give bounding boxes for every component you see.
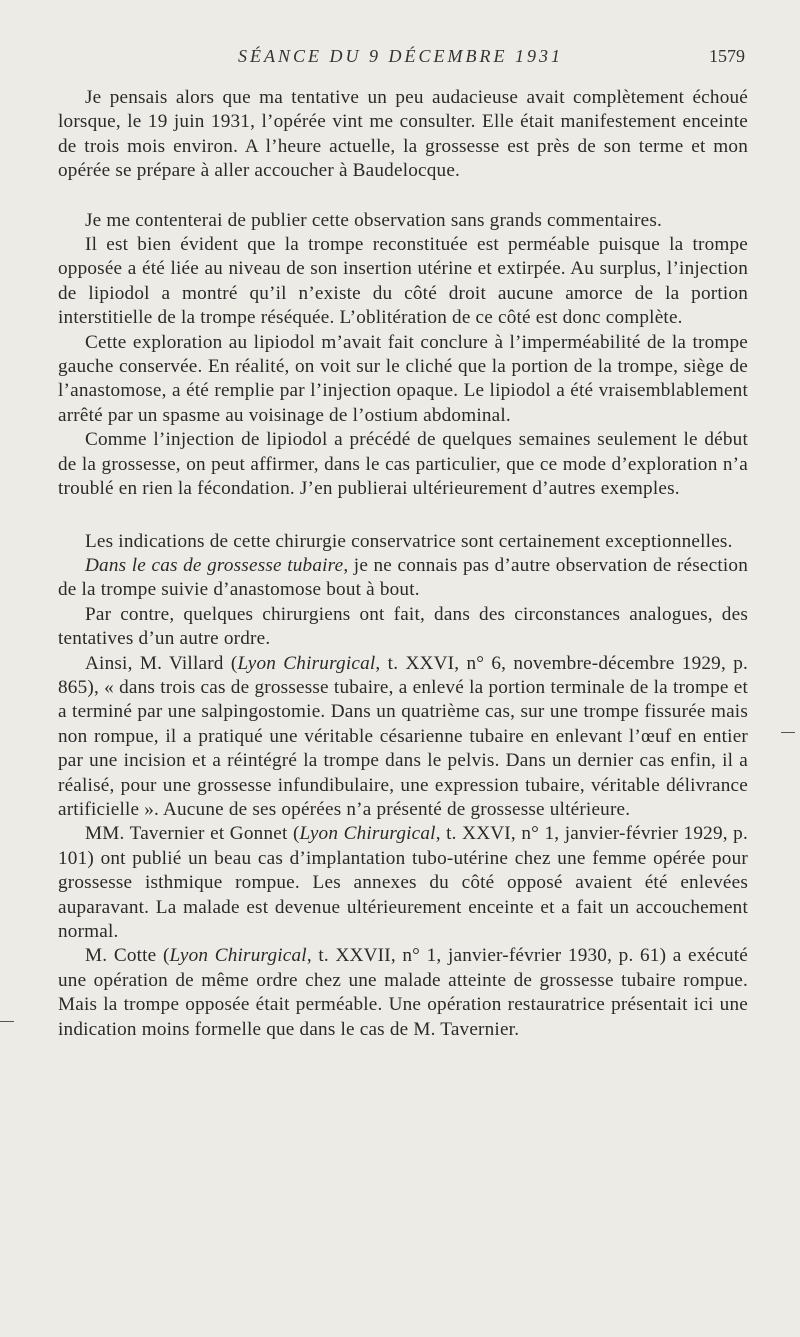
italic-run: Lyon Chirurgical — [299, 823, 436, 845]
text-run: , t. XXVI, n° 1, janvier-février 1929, p. 101) ont publié un beau cas d’implantation tubo-utérine chez une femme opérée pour grossesse isthmique rompue. Les annexes du côté opposé avaient été enlevées auparavant. La malade est devenue ultérieurement enceinte et a fait un accouchement normal. — [58, 823, 748, 942]
paragraph — [58, 822, 748, 944]
text-run: Comme l’injection de lipiodol a précédé de quelques semaines seulement le début de la grossesse, on peut affirmer, dans le cas particulier, que ce mode d’exploration n’a troublé en rien la fécondation. J’en publierai ultérieurement d’autres exemples. — [58, 429, 748, 500]
paragraph — [58, 944, 748, 1042]
paragraph — [58, 428, 748, 501]
text-run: Je me contenterai de publier cette observation sans grands commentaires. — [85, 209, 663, 231]
text-run: Les indications de cette chirurgie conservatrice sont certainement exceptionnelles. — [85, 530, 733, 552]
text-run: Ainsi, M. Villard ( — [85, 652, 238, 674]
running-title: SÉANCE DU 9 DÉCEMBRE 1931 — [238, 46, 563, 66]
paragraph — [58, 209, 748, 233]
italic-run: Lyon Chirurgical — [169, 945, 307, 967]
section-gap — [58, 502, 748, 530]
page-number: 1579 — [709, 46, 745, 66]
text-run: Cette exploration au lipiodol m’avait fait conclure à l’imperméabilité de la trompe gauche conservée. En réalité, on voit sur le cliché que la portion de la trompe, siège de l’anastomose, a été remplie par l’injection opaque. Le lipiodol a été vraisemblablement arrêté par un spasme au voisinage de l’ostium abdominal. — [58, 331, 748, 426]
body-text — [58, 86, 748, 1042]
text-run: Je pensais alors que ma tentative un peu audacieuse avait complètement échoué lorsque, le 19 juin 1931, l’opérée vint me consulter. Elle était manifestement enceinte de trois mois environ. A l’heure actuelle, la grossesse est près de son terme et mon opérée se prépare à aller accoucher à Baudelocque. — [58, 87, 748, 182]
paragraph — [58, 233, 748, 331]
italic-run: Lyon Chirurgical — [237, 652, 376, 674]
text-run: M. Cotte ( — [85, 945, 170, 967]
paragraph — [58, 603, 748, 652]
scan-mark — [781, 732, 795, 733]
text-run: , t. XXVI, n° 6, novembre-décembre 1929, p. 865), « dans trois cas de grossesse tubaire, a enlevé la portion terminale de la trompe et a terminé par une salpingostomie. Dans un quatrième cas, sur une trompe fissurée mais non rompue, il a pratiqué une véritable césarienne tubaire en enlevant l’œuf en entier par une incision et a réintégré la trompe dans le pelvis. Dans un dernier cas enfin, il a réalisé, pour une grossesse infundibulaire, une expression tubaire, véritable délivrance artificielle ». Aucune de ses opérées n’a présenté de grossesse ultérieure. — [58, 652, 748, 820]
paragraph — [58, 652, 748, 823]
text-run: Par contre, quelques chirurgiens ont fait, dans des circonstances analogues, des tentatives d’un autre ordre. — [58, 603, 748, 650]
section-gap — [58, 184, 748, 209]
paragraph — [58, 86, 748, 184]
text-run: MM. Tavernier et Gonnet ( — [85, 823, 300, 845]
page-header — [0, 46, 800, 70]
text-run: , je ne connais pas d’autre observation de résection de la trompe suivie d’anastomose bout à bout. — [58, 554, 748, 601]
paragraph — [58, 331, 748, 429]
text-run: Il est bien évident que la trompe reconstituée est perméable puisque la trompe opposée a été liée au niveau de son insertion utérine et extirpée. Au surplus, l’injection de lipiodol a montré qu’il n’existe du côté droit aucune amorce de la portion interstitielle de la trompe réséquée. L’oblitération de ce côté est donc complète. — [58, 234, 748, 329]
text-run: , t. XXVII, n° 1, janvier-février 1930, p. 61) a exécuté une opération de même ordre chez une malade atteinte de grossesse tubaire rompue. Mais la trompe opposée était perméable. Une opération restauratrice présentait ici une indication moins formelle que dans le cas de M. Tavernier. — [58, 945, 748, 1040]
paragraph — [58, 530, 748, 554]
italic-run: Dans le cas de grossesse tubaire — [85, 554, 344, 576]
paragraph — [58, 554, 748, 603]
scan-mark — [0, 1021, 14, 1022]
